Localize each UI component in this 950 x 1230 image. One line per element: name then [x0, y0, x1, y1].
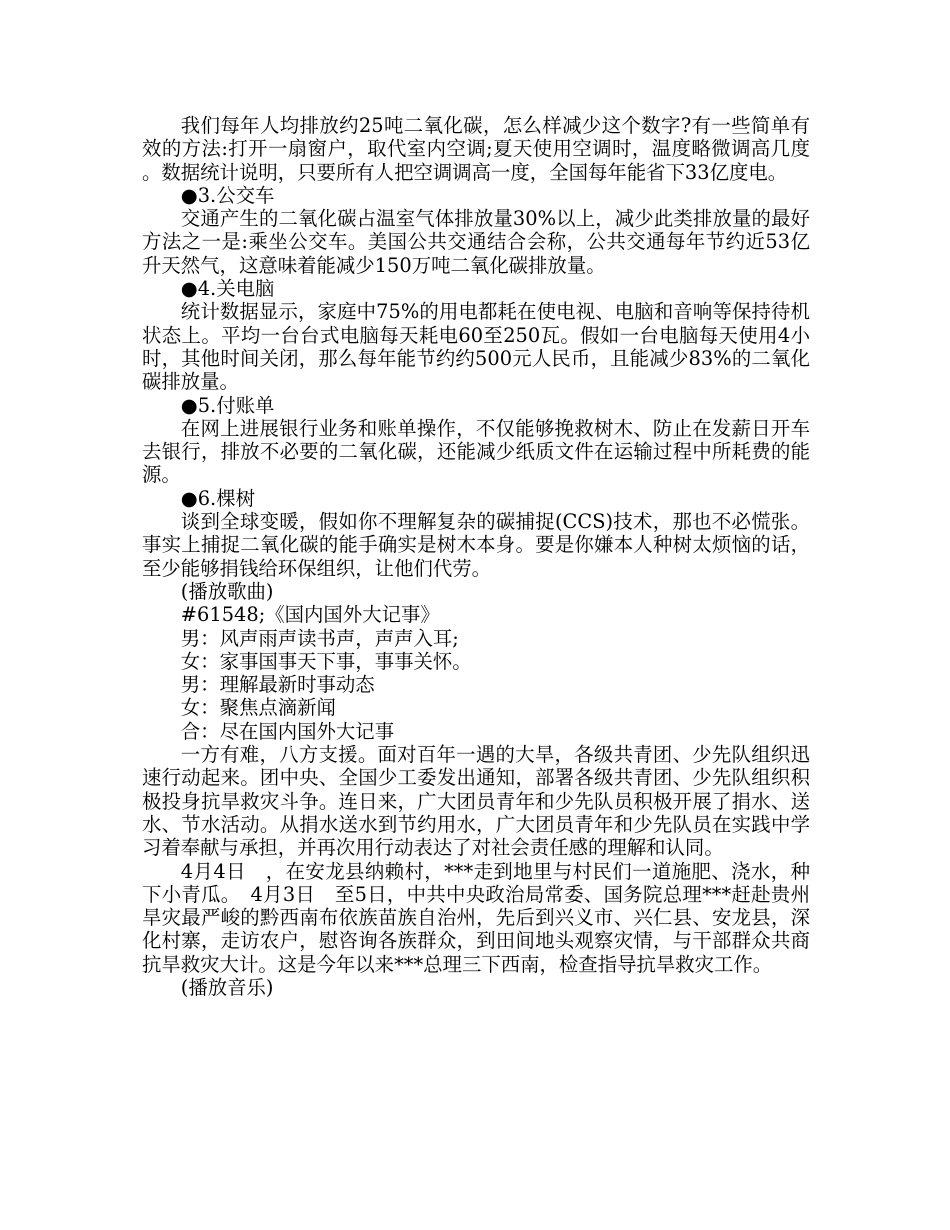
stage-direction-music: (播放音乐) — [180, 975, 274, 999]
document-page — [142, 114, 810, 999]
paragraph-inspection: 4月4日 ，在安龙县纳赖村，***走到地里与村民们一道施肥、浇水，种下小青瓜。 4月3日 至5日，中共中央政治局常委、国务院总理***赶赴贵州旱灾最严峻的黔西南布依族苗族自治州，先后到兴义市、兴仁县、安龙县，深化村寨，走访农户，慰咨询各族群众，到田间地头观察灾情，与干部群众共商抗旱救灾大计。这是今年以来***总理三下西南，检查指导抗旱救灾工作。 — [142, 859, 810, 976]
paragraph-trees: 谈到全球变暖，假如你不理解复杂的碳捕捉(CCS)技术，那也不必慌张。事实上捕捉二氧化碳的能手确实是树木本身。要是你嫌本人种树太烦恼的话，至少能够捐钱给环保组织，让他们代劳。 — [142, 510, 810, 580]
dialogue-line: 男：风声雨声读书声，声声入耳; — [180, 626, 459, 650]
heading-computer: ●4.关电脑 — [180, 277, 275, 301]
heading-bills: ●5.付账单 — [180, 393, 275, 417]
stage-direction-song: (播放歌曲) — [180, 579, 274, 603]
heading-trees: ●6.棵树 — [180, 486, 255, 510]
paragraph-computer: 统计数据显示，家庭中75%的用电都耗在使电视、电脑和音响等保持待机状态上。平均一台台式电脑每天耗电60至250瓦。假如一台电脑每天使用4小时，其他时间关闭，那么每年能节约约500元人民币，且能减少83%的二氧化碳排放量。 — [142, 300, 810, 394]
paragraph-drought-relief: 一方有难，八方支援。面对百年一遇的大旱，各级共青团、少先队组织迅速行动起来。团中央、全国少工委发出通知，部署各级共青团、少先队组织积极投身抗旱救灾斗争。连日来，广大团员青年和少先队员积极开展了捐水、送水、节水活动。从捐水送水到节约用水，广大团员青年和少先队员在实践中学习着奉献与承担，并再次用行动表达了对社会责任感的理解和认同。 — [142, 743, 810, 860]
dialogue-line: 女：聚焦点滴新闻 — [180, 696, 336, 720]
dialogue-line: 合：尽在国内国外大记事 — [180, 719, 395, 743]
dialogue-line: 女：家事国事天下事，事事关怀。 — [180, 649, 472, 673]
heading-bus: ●3.公交车 — [180, 183, 275, 207]
dialogue-line: 男：理解最新时事动态 — [180, 673, 375, 697]
paragraph-bus: 交通产生的二氧化碳占温室气体排放量30%以上，减少此类排放量的最好方法之一是:乘坐公交车。美国公共交通结合会称，公共交通每年节约近53亿升天然气，这意味着能减少150万吨二氧化碳排放量。 — [142, 207, 810, 277]
paragraph-bills: 在网上进展银行业务和账单操作，不仅能够挽救树木、防止在发薪日开车去银行，排放不必要的二氧化碳，还能减少纸质文件在运输过程中所耗费的能源。 — [142, 416, 810, 487]
segment-title: #61548;《国内国外大记事》 — [180, 603, 440, 627]
paragraph-air-conditioning: 我们每年人均排放约25吨二氧化碳，怎么样减少这个数字?有一些简单有效的方法:打开一扇窗户，取代室内空调;夏天使用空调时，温度略微调高几度。数据统计说明，只要所有人把空调调高一度，全国每年能省下33亿度电。 — [142, 114, 810, 184]
